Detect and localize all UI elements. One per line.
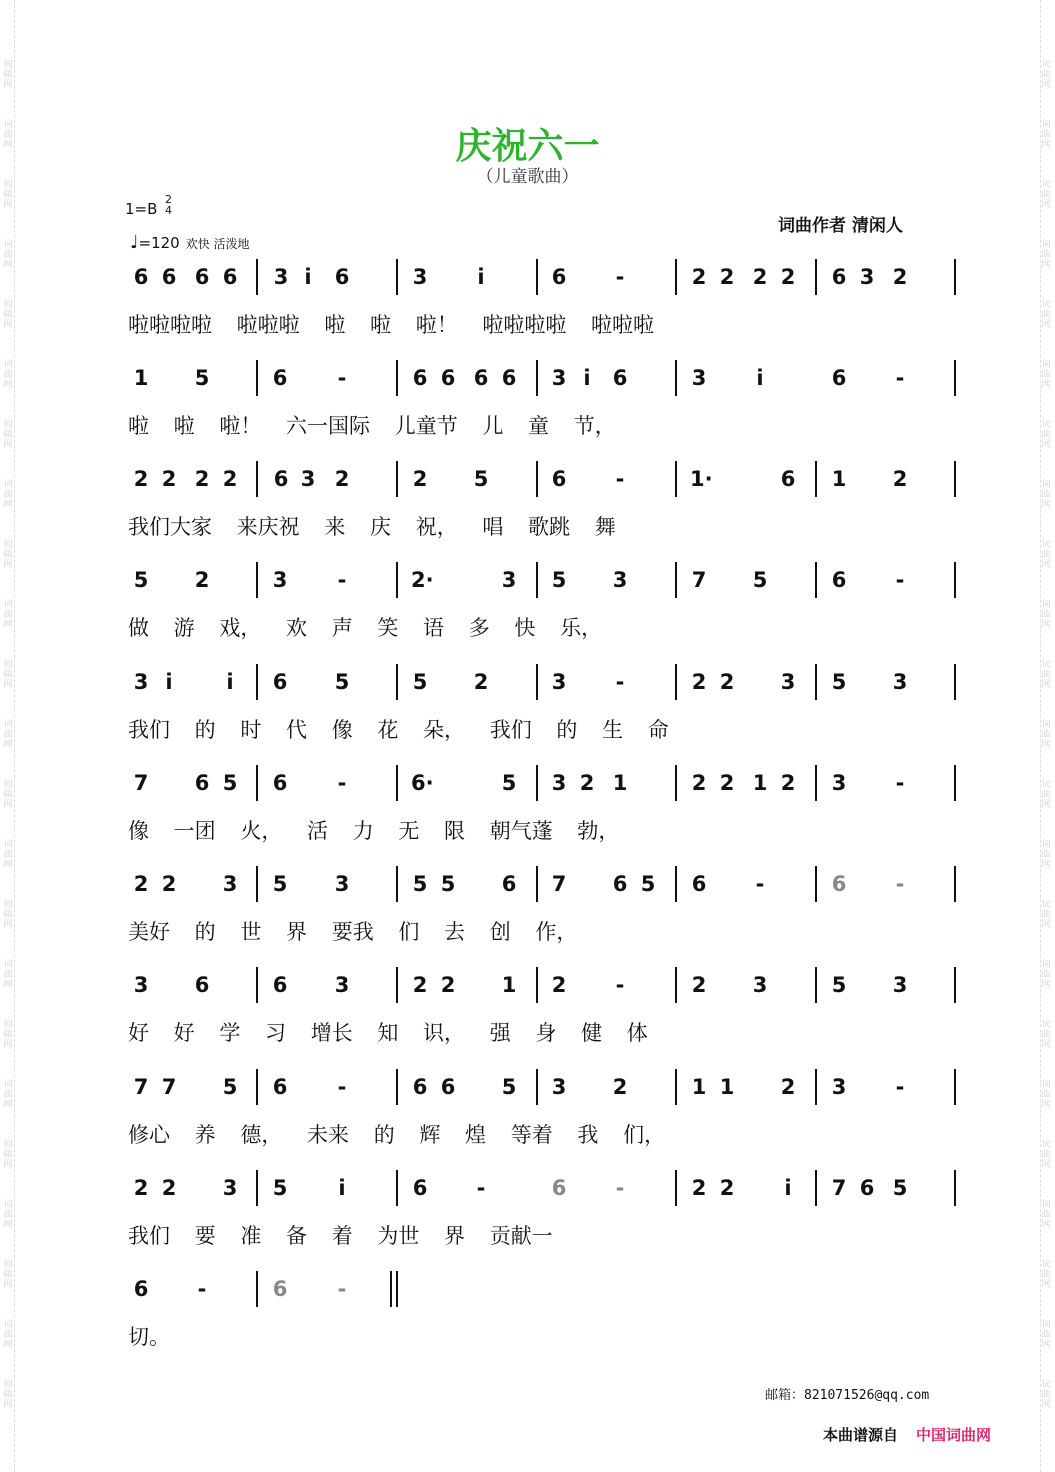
note-token: 2 [892, 265, 908, 289]
note-token: 6 [440, 1075, 456, 1099]
note-token: 2 [719, 771, 735, 795]
note-token: 5 [272, 1176, 288, 1200]
note-token: - [615, 670, 625, 694]
watermark-text: 词 曲 网 [3, 780, 13, 810]
note-token: 3 [892, 670, 908, 694]
note-token: 2 [691, 973, 707, 997]
note-token: 6 [473, 366, 489, 390]
bar-line [954, 259, 956, 295]
key-signature: 1=B [125, 200, 158, 218]
note-token: 5 [501, 771, 517, 795]
note-token: 3 [859, 265, 875, 289]
bar-line [536, 259, 538, 295]
bar-line [675, 259, 677, 295]
watermark-text: 词 曲 网 [1041, 840, 1051, 870]
note-token: i [338, 1176, 346, 1200]
watermark-text: 词 曲 网 [3, 600, 13, 630]
bar-line [675, 360, 677, 396]
watermark-text: 词 曲 网 [3, 180, 13, 210]
bar-line [256, 562, 258, 598]
note-token: - [615, 265, 625, 289]
bar-line [815, 866, 817, 902]
bar-line [954, 562, 956, 598]
note-token: 2 [780, 1075, 796, 1099]
note-token: 5 [831, 670, 847, 694]
note-token: 6 [222, 265, 238, 289]
note-token: 5 [440, 872, 456, 896]
note-token: 6 [272, 366, 288, 390]
bar-line [390, 1271, 392, 1307]
note-token: 5 [194, 366, 210, 390]
bar-line [675, 562, 677, 598]
note-token: 2· [411, 568, 434, 592]
note-token: 5 [501, 1075, 517, 1099]
bar-line [954, 461, 956, 497]
watermark-text: 词 曲 网 [1041, 540, 1051, 570]
note-token: - [895, 771, 905, 795]
bar-line [815, 259, 817, 295]
lyric-line: 我们 的 时 代 像 花 朵， 我们 的 生 命 [128, 718, 669, 742]
bar-line [954, 664, 956, 700]
note-token: 1 [612, 771, 628, 795]
note-token: 6 [194, 265, 210, 289]
note-token: 6 [612, 366, 628, 390]
note-token: 3 [831, 1075, 847, 1099]
watermark-text: 词 曲 网 [1041, 660, 1051, 690]
note-token: 6 [831, 366, 847, 390]
note-token: 5 [412, 670, 428, 694]
bar-line [675, 664, 677, 700]
note-token: - [615, 467, 625, 491]
note-token: 1 [719, 1075, 735, 1099]
bar-line [536, 562, 538, 598]
bar-line [815, 461, 817, 497]
watermark-text: 词 曲 网 [3, 540, 13, 570]
note-token: 6 [831, 265, 847, 289]
watermark-text: 词 曲 网 [1041, 360, 1051, 390]
bar-line [536, 967, 538, 1003]
bar-line [536, 1069, 538, 1105]
bar-line [536, 866, 538, 902]
tempo-marking [130, 232, 250, 253]
note-token: 3 [300, 467, 316, 491]
bar-line [675, 967, 677, 1003]
bar-line [675, 765, 677, 801]
note-token: 2 [133, 1176, 149, 1200]
note-token: 2 [222, 467, 238, 491]
bar-line [256, 967, 258, 1003]
note-token: 6 [272, 1075, 288, 1099]
watermark-text: 词 曲 网 [1041, 120, 1051, 150]
note-token: 6 [412, 1075, 428, 1099]
note-token: 3 [831, 771, 847, 795]
note-token: 2 [551, 973, 567, 997]
note-token: 3 [222, 1176, 238, 1200]
watermark-text: 词 曲 网 [3, 60, 13, 90]
note-token: 2 [612, 1075, 628, 1099]
note-token: 6 [334, 265, 350, 289]
bar-line [396, 1170, 398, 1206]
bar-line [675, 1170, 677, 1206]
bar-line [256, 765, 258, 801]
note-token: 2 [334, 467, 350, 491]
watermark-text: 词 曲 网 [1041, 780, 1051, 810]
note-token: 7 [133, 1075, 149, 1099]
note-token: 6 [780, 467, 796, 491]
watermark-text: 词 曲 网 [1041, 240, 1051, 270]
note-token: - [337, 771, 347, 795]
lyric-line: 我们 要 准 备 着 为世 界 贡献一 [128, 1224, 553, 1248]
note-token: i [304, 265, 312, 289]
watermark-text: 词 曲 网 [3, 840, 13, 870]
bar-line [954, 967, 956, 1003]
watermark-text: 词 曲 网 [3, 1260, 13, 1290]
watermark-text: 词 曲 网 [3, 240, 13, 270]
watermark-text: 词 曲 网 [3, 1320, 13, 1350]
bar-line [396, 1271, 398, 1307]
watermark-text: 词 曲 网 [1041, 480, 1051, 510]
bar-line [256, 259, 258, 295]
watermark-text: 词 曲 网 [3, 1080, 13, 1110]
note-token: 2 [719, 265, 735, 289]
lyric-line: 我们大家 来庆祝 来 庆 祝， 唱 歌跳 舞 [128, 515, 616, 539]
note-token: 2 [133, 467, 149, 491]
watermark-text: 词 曲 网 [1041, 1260, 1051, 1290]
note-token: i [583, 366, 591, 390]
bar-line [815, 1170, 817, 1206]
note-token: 2 [780, 771, 796, 795]
note-token: 7 [161, 1075, 177, 1099]
note-token: 6 [412, 366, 428, 390]
note-token: 1 [831, 467, 847, 491]
note-token: 6 [194, 771, 210, 795]
watermark-text: 词 曲 网 [3, 1200, 13, 1230]
note-token: i [165, 670, 173, 694]
source-prefix: 本曲谱源自 [823, 1426, 899, 1444]
bar-line [954, 765, 956, 801]
note-token: - [615, 973, 625, 997]
note-token: - [337, 366, 347, 390]
bar-line [675, 461, 677, 497]
note-token: 2 [161, 1176, 177, 1200]
bar-line [396, 664, 398, 700]
note-token: 6 [273, 467, 289, 491]
note-token: - [895, 1075, 905, 1099]
bar-line [815, 664, 817, 700]
lyric-line: 啦啦啦啦 啦啦啦 啦 啦 啦！ 啦啦啦啦 啦啦啦 [128, 313, 655, 337]
bar-line [396, 967, 398, 1003]
note-token: 5 [412, 872, 428, 896]
note-token: 5 [640, 872, 656, 896]
note-token: 1· [690, 467, 713, 491]
note-token: 2 [719, 670, 735, 694]
note-token: 1 [691, 1075, 707, 1099]
bar-line [815, 562, 817, 598]
note-token: 6 [551, 467, 567, 491]
watermark-text: 词 曲 网 [1041, 1200, 1051, 1230]
note-token: 2 [473, 670, 489, 694]
note-token: 6 [272, 973, 288, 997]
bar-line [256, 1271, 258, 1307]
quarter-note-icon: ♩ [130, 232, 139, 253]
bar-line [256, 664, 258, 700]
lyric-line: 修心 养 德， 未来 的 辉 煌 等着 我 们， [128, 1123, 666, 1147]
song-subtitle: （儿童歌曲） [476, 167, 579, 187]
note-token: 3 [133, 670, 149, 694]
note-token: i [756, 366, 764, 390]
watermark-text: 词 曲 网 [1041, 960, 1051, 990]
watermark-text: 词 曲 网 [1041, 420, 1051, 450]
note-token: - [755, 872, 765, 896]
note-token: 3 [551, 366, 567, 390]
note-token: 6 [691, 872, 707, 896]
bar-line [256, 461, 258, 497]
note-token: 6 [501, 366, 517, 390]
watermark-text: 词 曲 网 [1041, 1320, 1051, 1350]
watermark-text: 词 曲 网 [1041, 60, 1051, 90]
note-token: 6 [272, 1277, 288, 1301]
watermark-text: 词 曲 网 [1041, 1140, 1051, 1170]
lyric-line: 美好 的 世 界 要我 们 去 创 作， [128, 920, 578, 944]
note-token: 2 [752, 265, 768, 289]
note-token: - [337, 1075, 347, 1099]
bar-line [954, 1069, 956, 1105]
note-token: 3 [501, 568, 517, 592]
lyric-line: 像 一团 火， 活 力 无 限 朝气蓬 勃， [128, 819, 620, 843]
note-token: - [197, 1277, 207, 1301]
bar-line [954, 1170, 956, 1206]
watermark-text: 词 曲 网 [3, 1380, 13, 1410]
watermark-text: 词 曲 网 [1041, 600, 1051, 630]
watermark-text: 词 曲 网 [3, 1020, 13, 1050]
bar-line [536, 461, 538, 497]
bar-line [396, 1069, 398, 1105]
watermark-text: 词 曲 网 [3, 300, 13, 330]
note-token: 5 [334, 670, 350, 694]
bar-line [396, 765, 398, 801]
watermark-text: 词 曲 网 [3, 420, 13, 450]
note-token: 6 [551, 265, 567, 289]
note-token: 5 [831, 973, 847, 997]
watermark-text: 词 曲 网 [3, 1140, 13, 1170]
note-token: 2 [440, 973, 456, 997]
bar-line [954, 866, 956, 902]
note-token: 1 [501, 973, 517, 997]
note-token: 6 [440, 366, 456, 390]
note-token: 2 [412, 973, 428, 997]
note-token: 2 [579, 771, 595, 795]
note-token: 6 [194, 973, 210, 997]
note-token: 6 [133, 1277, 149, 1301]
note-token: 5 [892, 1176, 908, 1200]
note-token: 2 [691, 670, 707, 694]
time-signature [165, 194, 172, 216]
note-token: 2 [412, 467, 428, 491]
bar-line [536, 360, 538, 396]
note-token: 3 [612, 568, 628, 592]
bar-line [256, 866, 258, 902]
note-token: 5 [222, 1075, 238, 1099]
watermark-text: 词 曲 网 [1041, 720, 1051, 750]
bar-line [815, 967, 817, 1003]
note-token: 2 [691, 265, 707, 289]
note-token: 2 [719, 1176, 735, 1200]
note-token: 6 [831, 568, 847, 592]
note-token: i [477, 265, 485, 289]
bar-line [256, 1069, 258, 1105]
note-token: 3 [551, 1075, 567, 1099]
watermark-text: 词 曲 网 [3, 960, 13, 990]
watermark-text: 词 曲 网 [1041, 300, 1051, 330]
note-token: 2 [194, 568, 210, 592]
bar-line [536, 664, 538, 700]
note-token: 2 [892, 467, 908, 491]
bar-line [256, 1170, 258, 1206]
note-token: 2 [161, 872, 177, 896]
watermark-text: 词 曲 网 [3, 660, 13, 690]
note-token: 3 [334, 872, 350, 896]
note-token: i [226, 670, 234, 694]
bar-line [815, 765, 817, 801]
note-token: 2 [133, 872, 149, 896]
watermark-text: 词 曲 网 [1041, 1080, 1051, 1110]
note-token: 3 [892, 973, 908, 997]
bar-line [536, 765, 538, 801]
note-token: 5 [473, 467, 489, 491]
note-token: 3 [551, 670, 567, 694]
note-token: 5 [222, 771, 238, 795]
note-token: 6 [831, 872, 847, 896]
note-token: 7 [831, 1176, 847, 1200]
note-token: 5 [133, 568, 149, 592]
note-token: - [895, 366, 905, 390]
note-token: 1 [133, 366, 149, 390]
watermark-text: 词 曲 网 [1041, 1020, 1051, 1050]
note-token: 7 [551, 872, 567, 896]
bar-line [396, 360, 398, 396]
tempo-expression: 欢快 活泼地 [185, 237, 250, 251]
contact-email: 邮箱：821071526@qq.com [765, 1388, 930, 1403]
watermark-text: 词 曲 网 [3, 360, 13, 390]
note-token: 2 [194, 467, 210, 491]
bar-line [396, 461, 398, 497]
time-signature-top: 2 [165, 193, 172, 206]
note-token: 6· [411, 771, 434, 795]
watermark-text: 词 曲 网 [3, 720, 13, 750]
note-token: 1 [752, 771, 768, 795]
author-credit: 词曲作者 清闲人 [778, 216, 903, 236]
note-token: 3 [551, 771, 567, 795]
source-brand: 中国词曲网 [916, 1426, 992, 1444]
note-token: - [895, 872, 905, 896]
note-token: 6 [412, 1176, 428, 1200]
note-token: 3 [334, 973, 350, 997]
watermark-text: 词 曲 网 [3, 900, 13, 930]
note-token: 6 [272, 670, 288, 694]
bar-line [815, 1069, 817, 1105]
bar-line [256, 360, 258, 396]
note-token: 7 [691, 568, 707, 592]
note-token: 2 [691, 771, 707, 795]
time-signature-bottom: 4 [165, 204, 172, 217]
note-token: 3 [273, 265, 289, 289]
bar-line [675, 1069, 677, 1105]
bar-line [675, 866, 677, 902]
watermark-text: 词 曲 网 [1041, 1380, 1051, 1410]
note-token: 7 [133, 771, 149, 795]
note-token: 3 [691, 366, 707, 390]
lyric-line: 好 好 学 习 增长 知 识， 强 身 健 体 [128, 1021, 648, 1045]
note-token: 2 [691, 1176, 707, 1200]
note-token: 3 [752, 973, 768, 997]
bar-line [954, 360, 956, 396]
lyric-line: 啦 啦 啦！ 六一国际 儿童节 儿 童 节， [128, 414, 616, 438]
note-token: 6 [501, 872, 517, 896]
note-token: - [615, 1176, 625, 1200]
watermark-text: 词 曲 网 [3, 480, 13, 510]
bar-line [396, 562, 398, 598]
note-token: 3 [412, 265, 428, 289]
note-token: - [476, 1176, 486, 1200]
note-token: 6 [859, 1176, 875, 1200]
note-token: 3 [780, 670, 796, 694]
note-token: 2 [161, 467, 177, 491]
note-token: 6 [612, 872, 628, 896]
note-token: 3 [133, 973, 149, 997]
note-token: 6 [133, 265, 149, 289]
note-token: 3 [272, 568, 288, 592]
note-token: 5 [752, 568, 768, 592]
bar-line [396, 866, 398, 902]
note-token: i [784, 1176, 792, 1200]
note-token: 5 [272, 872, 288, 896]
note-token: 5 [551, 568, 567, 592]
watermark-text: 词 曲 网 [1041, 900, 1051, 930]
lyric-line: 做 游 戏， 欢 声 笑 语 多 快 乐， [128, 616, 603, 640]
note-token: - [337, 1277, 347, 1301]
note-token: 6 [272, 771, 288, 795]
note-token: - [337, 568, 347, 592]
bar-line [396, 259, 398, 295]
note-token: 3 [222, 872, 238, 896]
note-token: 6 [551, 1176, 567, 1200]
tempo-value: =120 [138, 234, 180, 252]
source-credit [823, 1424, 991, 1445]
lyric-line: 切。 [128, 1325, 170, 1349]
note-token: 6 [161, 265, 177, 289]
watermark-text: 词 曲 网 [1041, 180, 1051, 210]
note-token: - [895, 568, 905, 592]
watermark-text: 词 曲 网 [3, 120, 13, 150]
song-title: 庆祝六一 [455, 125, 600, 167]
note-token: 2 [780, 265, 796, 289]
